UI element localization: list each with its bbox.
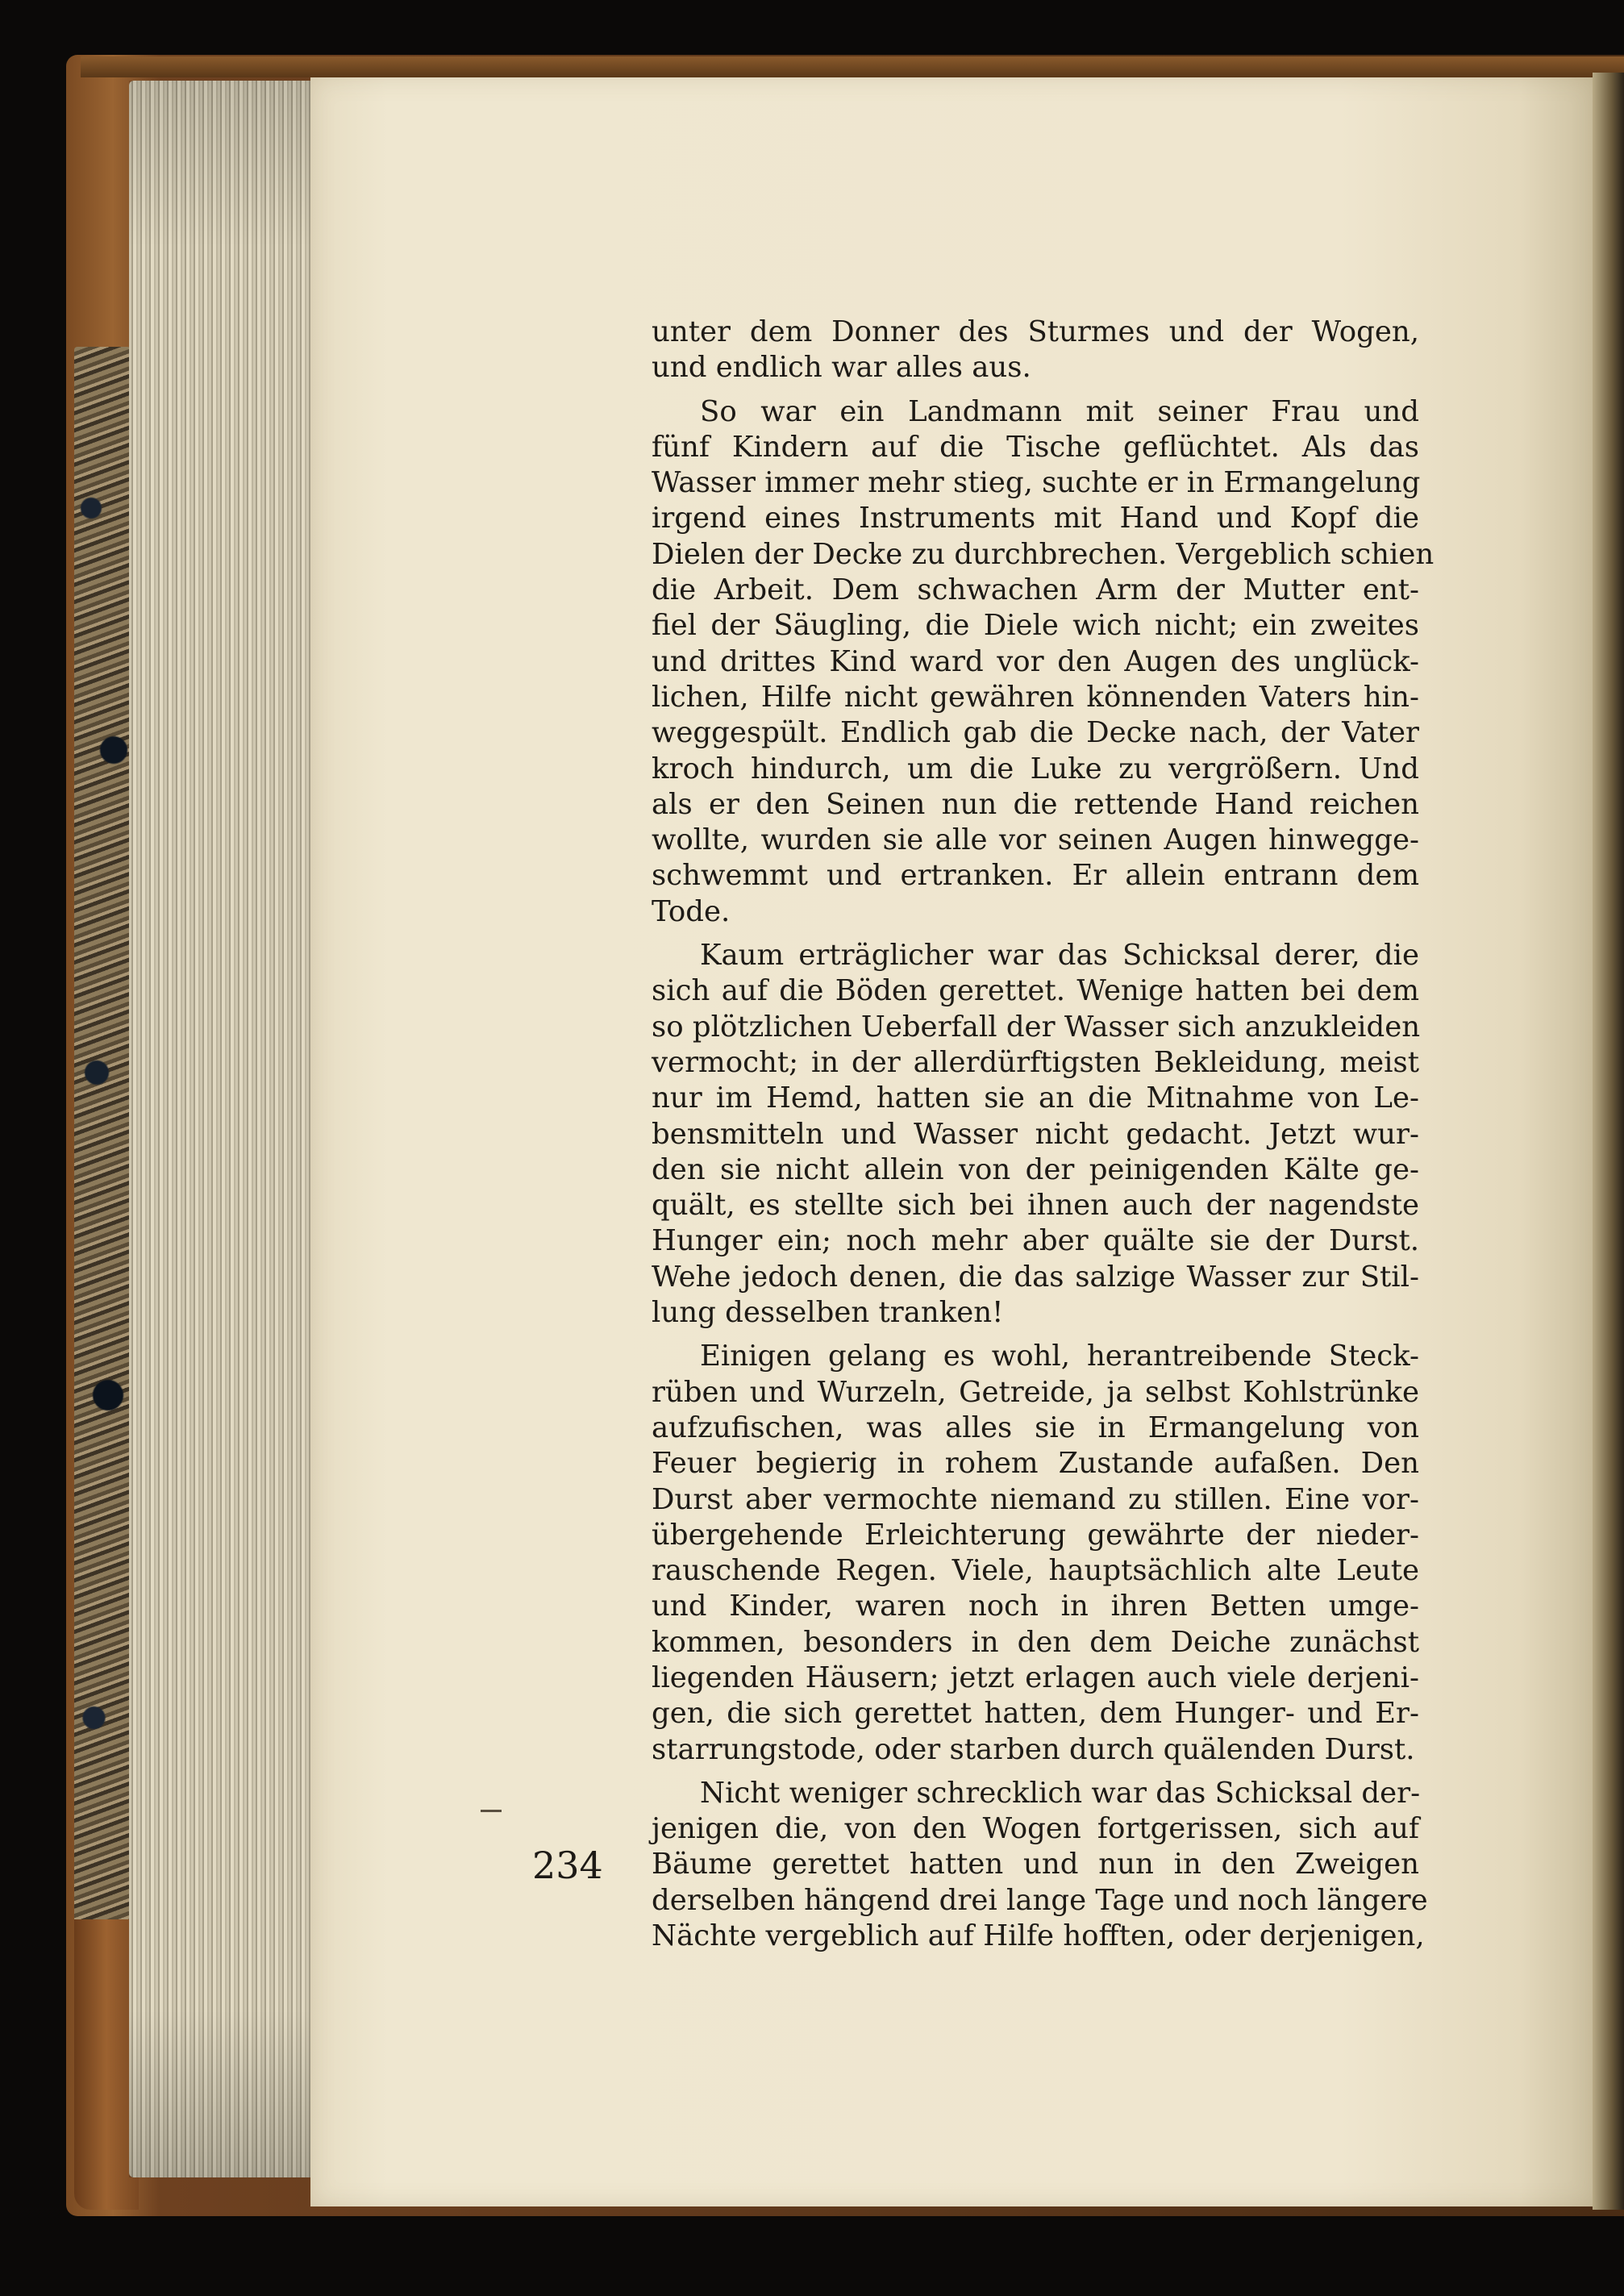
text-line: irgend eines Instruments mit Hand und Kopf die <box>652 502 1419 535</box>
text-line: so plötzlichen Ueberfall der Wasser sich anzukleiden <box>652 1010 1421 1044</box>
text-line: quält, es stellte sich bei ihnen auch der nagendste <box>652 1189 1419 1223</box>
text-line: und endlich war alles aus. <box>652 351 1031 385</box>
text-line: Wehe jedoch denen, die das salzige Wasser zur Stil- <box>652 1260 1419 1294</box>
text-line: liegenden Häusern; jetzt erlagen auch viele derjeni- <box>652 1661 1419 1694</box>
text-line: Hunger ein; noch mehr aber quälte sie der Durst. <box>652 1224 1419 1258</box>
text-line: nur im Hemd, hatten sie an die Mitnahme von Le- <box>652 1081 1419 1115</box>
text-line: schwemmt und ertranken. Er allein entrann dem <box>652 859 1419 893</box>
text-line: Feuer begierig in rohem Zustande aufaßen. Den <box>652 1447 1419 1481</box>
page-number: 234 <box>532 1844 603 1887</box>
text-line: und drittes Kind ward vor den Augen des unglück- <box>652 644 1419 678</box>
text-line: So war ein Landmann mit seiner Frau und <box>700 394 1419 428</box>
text-line: Bäume gerettet hatten und nun in den Zweigen <box>652 1848 1419 1881</box>
text-line: sich auf die Böden gerettet. Wenige hatten bei dem <box>652 974 1419 1008</box>
text-line: fiel der Säugling, die Diele wich nicht; ein zweites <box>652 609 1419 643</box>
text-line: Kaum erträglicher war das Schicksal derer, die <box>700 939 1419 973</box>
text-line: Einigen gelang es wohl, herantreibende Steck- <box>700 1340 1419 1373</box>
paragraph-gap <box>652 1331 1419 1339</box>
text-line: gen, die sich gerettet hatten, dem Hunger- und Er- <box>652 1697 1419 1731</box>
text-line: übergehende Erleichterung gewährte der nieder- <box>652 1518 1419 1552</box>
text-line: Nächte vergeblich auf Hilfe hofften, oder derjenigen, <box>652 1919 1425 1953</box>
book-cover-top-edge <box>81 56 1624 77</box>
text-line: aufzufischen, was alles sie in Ermangelung von <box>652 1411 1419 1444</box>
text-line: kommen, besonders in den dem Deiche zunächst <box>652 1625 1419 1659</box>
text-line: wollte, wurden sie alle vor seinen Augen hinwegge- <box>652 823 1419 857</box>
margin-mark <box>481 1810 502 1812</box>
paragraph-gap <box>652 1768 1419 1776</box>
text-line: derselben hängend drei lange Tage und noch längere <box>652 1883 1428 1917</box>
body-text <box>652 315 1435 1954</box>
text-line: lung desselben tranken! <box>652 1296 1004 1330</box>
text-line: jenigen die, von den Wogen fortgerissen, sich auf <box>652 1812 1419 1846</box>
text-line: die Arbeit. Dem schwachen Arm der Mutter ent- <box>652 573 1419 607</box>
text-line: bensmitteln und Wasser nicht gedacht. Jetzt wur- <box>652 1117 1419 1151</box>
text-line: rauschende Regen. Viele, hauptsächlich alte Leute <box>652 1554 1419 1588</box>
text-line: lichen, Hilfe nicht gewähren könnenden Vaters hin- <box>652 680 1419 714</box>
paragraph-gap <box>652 386 1419 394</box>
text-line: starrungstode, oder starben durch quälenden Durst. <box>652 1732 1415 1766</box>
text-line: und Kinder, waren noch in ihren Betten umge- <box>652 1590 1419 1623</box>
paragraph-gap <box>652 930 1419 938</box>
text-line: Wasser immer mehr stieg, suchte er in Ermangelung <box>652 466 1421 500</box>
text-line: weggespült. Endlich gab die Decke nach, der Vater <box>652 716 1419 750</box>
text-line: fünf Kindern auf die Tische geflüchtet. Als das <box>652 430 1419 464</box>
marbled-endpaper <box>74 347 131 1960</box>
text-line: Durst aber vermochte niemand zu stillen. Eine vor- <box>652 1482 1419 1516</box>
text-line: unter dem Donner des Sturmes und der Wogen, <box>652 315 1419 348</box>
text-line: vermocht; in der allerdürftigsten Bekleidung, meist <box>652 1045 1419 1079</box>
text-line: Nicht weniger schrecklich war das Schicksal der- <box>700 1776 1421 1810</box>
text-line: rüben und Wurzeln, Getreide, ja selbst Kohlstrünke <box>652 1375 1419 1409</box>
text-line: Dielen der Decke zu durchbrechen. Vergeblich schien <box>652 537 1435 571</box>
text-line: kroch hindurch, um die Luke zu vergrößern. Und <box>652 752 1419 785</box>
text-line: den sie nicht allein von der peinigenden Kälte ge- <box>652 1152 1419 1186</box>
book-gutter <box>1593 73 1624 2210</box>
text-line: Tode. <box>652 894 731 928</box>
page-edges-shadow <box>129 81 314 2177</box>
text-line: als er den Seinen nun die rettende Hand reichen <box>652 787 1419 821</box>
